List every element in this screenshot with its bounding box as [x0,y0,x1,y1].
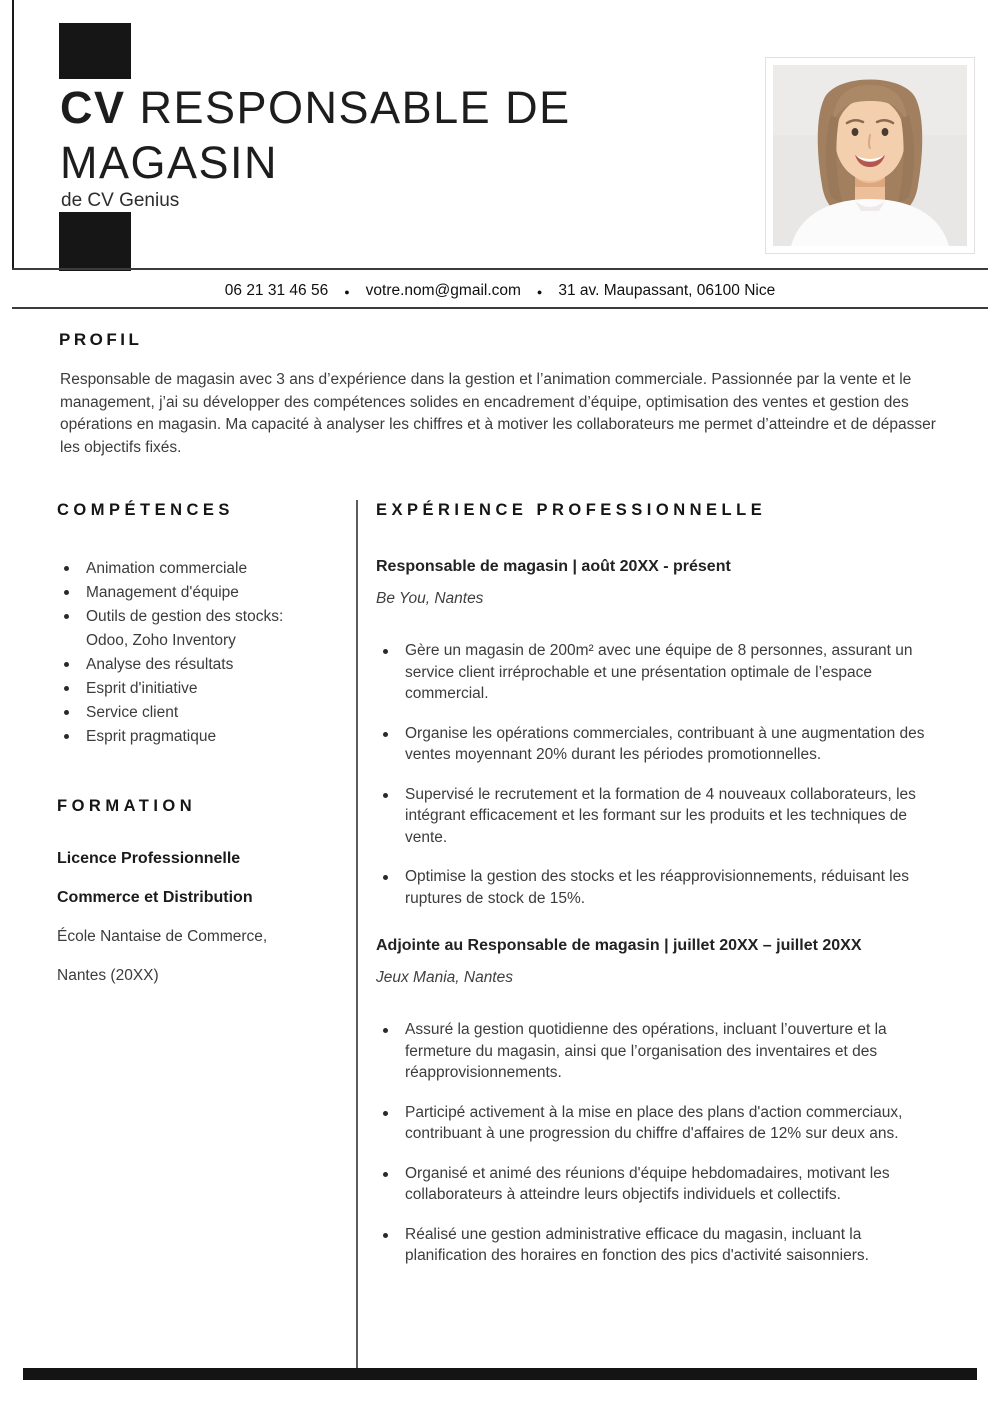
contact-address: 31 av. Maupassant, 06100 Nice [558,282,776,299]
skills-list [57,557,329,749]
profile-photo [765,57,975,254]
education-line: Nantes (20XX) [57,967,159,984]
job-entry [376,937,936,1267]
job-bullet: Réalisé une gestion administrative efficace du magasin, incluant la planification des horaires en fonction des pics d'activité saisonniers. [376,1224,936,1267]
header-rule-top [12,268,988,270]
column-divider-line [356,500,358,1369]
skill-item: Esprit d'initiative [57,677,329,701]
education-line: Licence Professionnelle [57,850,241,867]
section-heading-formation: FORMATION [57,797,197,815]
job-title: Responsable de magasin | août 20XX - présent [376,558,731,575]
contact-phone: 06 21 31 46 56 [224,282,329,299]
section-heading-competences: COMPÉTENCES [57,501,234,519]
skill-item: Service client [57,701,329,725]
section-heading-profil: PROFIL [59,330,143,349]
contact-email: votre.nom@gmail.com [365,282,521,299]
job-bullet: Participé activement à la mise en place des plans d'action commerciaux, contribuant à une progression du chiffre d'affaires de 12% sur deux ans. [376,1102,936,1145]
skill-item: Esprit pragmatique [57,725,329,749]
job-bullet: Organise les opérations commerciales, contribuant à une augmentation des ventes moyennant 20% durant les périodes promotionnelles. [376,723,936,766]
job-bullet: Optimise la gestion des stocks et les réapprovisionnements, réduisant les ruptures de stock de 15%. [376,866,936,909]
footer-bar [23,1368,977,1380]
job-company: Be You, Nantes [376,590,484,607]
page-title [60,80,740,190]
job-entry [376,558,936,909]
section-heading-experience: EXPÉRIENCE PROFESSIONNELLE [376,501,767,519]
header-black-square-top [59,23,131,79]
left-column [57,501,329,984]
page-subtitle: de CV Genius [61,190,180,211]
page-title-cv: CV [60,82,126,133]
education-line: Commerce et Distribution [57,889,253,906]
job-bullet: Assuré la gestion quotidienne des opérations, incluant l’ouverture et la fermeture du magasin, ainsi que l’organisation des inventaires et des réapprovisionnements. [376,1019,936,1084]
job-bullet: Supervisé le recrutement et la formation de 4 nouveaux collaborateurs, les intégrant efficacement et les formant sur les produits et les techniques de vente. [376,784,936,849]
header-black-square-bottom [59,212,131,271]
left-accent-line [12,0,14,269]
portrait-illustration [773,65,967,246]
contact-separator-dot: ● [344,286,350,297]
profile-text: Responsable de magasin avec 3 ans d’expérience dans la gestion et l’animation commerciale. Passionnée par la vente et le management, j’ai su développer des compétences solides en encadrement d’équipe, optimisation des ventes et gestion des opérations en magasin. Ma capacité à analyser les chiffres et à motiver les collaborateurs me permet d’atteindre et de dépasser les objectifs fixés. [60,371,936,456]
education-line: École Nantaise de Commerce, [57,928,268,945]
contact-separator-dot: ● [536,286,543,297]
job-title: Adjointe au Responsable de magasin | juillet 20XX – juillet 20XX [376,937,862,954]
job-company: Jeux Mania, Nantes [376,969,513,986]
header-rule-bottom [12,307,988,309]
job-bullet: Organisé et animé des réunions d'équipe hebdomadaires, motivant les collaborateurs à atteindre leurs objectifs individuels et collectifs. [376,1163,936,1206]
job-bullet-list [376,1019,936,1267]
contact-bar [0,282,1000,300]
job-bullet-list [376,640,936,909]
skill-item: Outils de gestion des stocks: Odoo, Zoho Inventory [57,605,329,653]
page-title-rest: RESPONSABLE DE MAGASIN [60,82,571,188]
education-block [57,851,329,984]
skill-item: Analyse des résultats [57,653,329,677]
skill-item: Management d'équipe [57,581,329,605]
right-column [376,501,936,1285]
jobs-block [376,558,936,1267]
job-bullet: Gère un magasin de 200m² avec une équipe de 8 personnes, assurant un service client irréprochable et une présentation optimale de l’espace commercial. [376,640,936,705]
skill-item: Animation commerciale [57,557,329,581]
